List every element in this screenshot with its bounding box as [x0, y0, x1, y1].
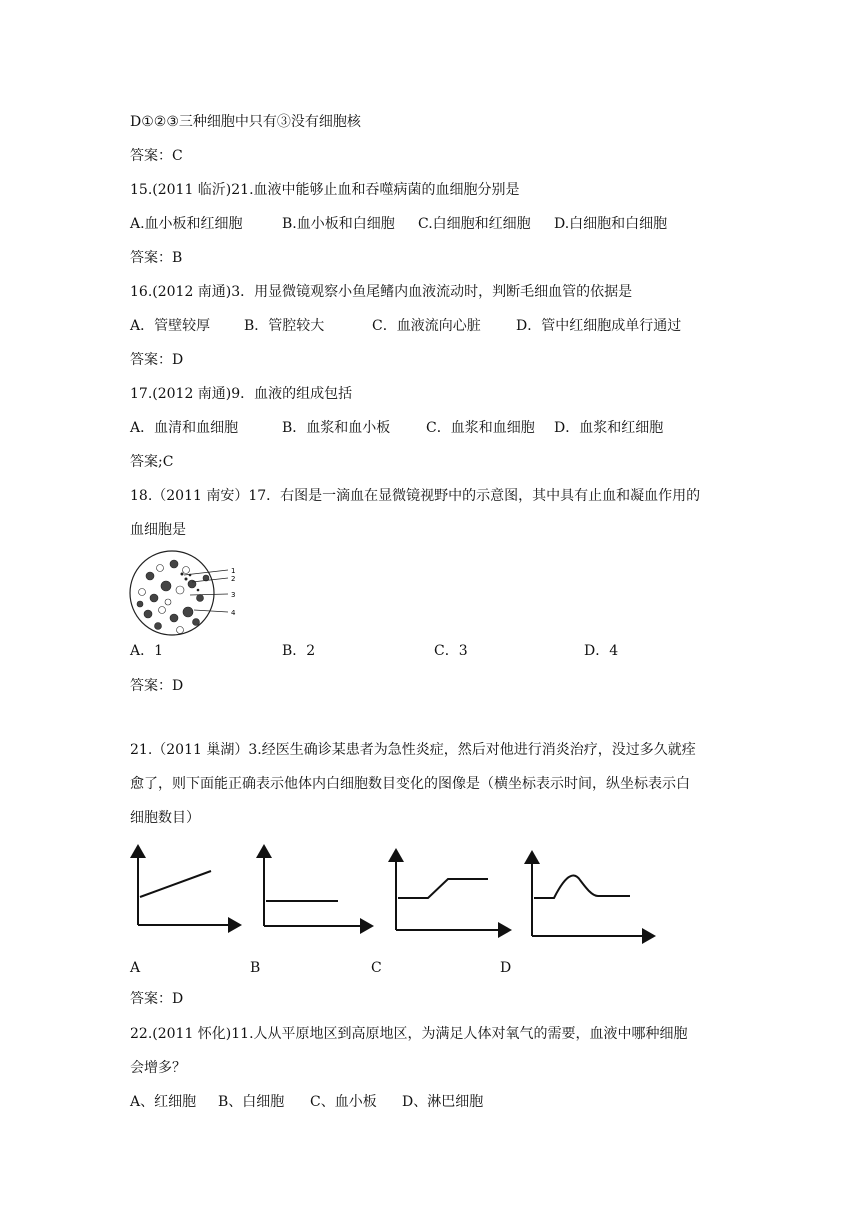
q22-option-c: C、血小板	[310, 1094, 377, 1110]
q17-option-d: D．血浆和红细胞	[554, 420, 664, 436]
figure-label-1: 1	[231, 567, 236, 575]
graph-b	[264, 846, 372, 926]
q22-option-d: D、淋巴细胞	[402, 1094, 484, 1110]
blood-smear-figure	[128, 548, 238, 646]
q22-stem-line2: 会增多？	[130, 1060, 186, 1076]
q17-answer: 答案;C	[130, 454, 174, 470]
q22-option-a: A、红细胞	[130, 1094, 197, 1110]
q17-option-b: B．血浆和血小板	[282, 420, 391, 436]
graph-a	[138, 846, 240, 925]
figure-label-4: 4	[231, 609, 236, 617]
q16-option-a: A．管壁较厚	[130, 318, 211, 334]
q18-option-a: A．1	[130, 643, 164, 659]
q15-option-a: A.血小板和红细胞	[130, 216, 243, 232]
graph-label-c: C	[371, 960, 382, 976]
q18-option-d: D．4	[584, 643, 619, 659]
q17-stem: 17.(2012 南通)9．血液的组成包括	[130, 386, 353, 402]
q15-stem: 15.(2011 临沂)21.血液中能够止血和吞噬病菌的血细胞分别是	[130, 182, 520, 198]
graphs-row	[0, 840, 860, 950]
q15-answer: 答案：B	[130, 250, 183, 266]
figure-label-3: 3	[231, 591, 236, 599]
q15-option-d: D.白细胞和白细胞	[554, 216, 668, 232]
q18-stem-line2: 血细胞是	[130, 522, 186, 538]
q16-stem: 16.(2012 南通)3．用显微镜观察小鱼尾鳍内血液流动时，判断毛细血管的依据是	[130, 284, 633, 300]
q17-option-c: C．血浆和血细胞	[426, 420, 535, 436]
q14-answer: 答案：C	[130, 148, 183, 164]
q18-answer: 答案：D	[130, 678, 184, 694]
q16-option-d: D．管中红细胞成单行通过	[516, 318, 682, 334]
q18-stem-line1: 18.（2011 南安）17．右图是一滴血在显微镜视野中的示意图，其中具有止血和凝血作用的	[130, 488, 701, 504]
q15-option-b: B.血小板和白细胞	[282, 216, 395, 232]
graph-c	[396, 850, 510, 930]
q16-answer: 答案：D	[130, 352, 184, 368]
q16-option-c: C．血液流向心脏	[372, 318, 481, 334]
q18-option-c: C．3	[434, 643, 468, 659]
q16-option-b: B．管腔较大	[244, 318, 325, 334]
q21-stem-line1: 21.（2011 巢湖）3.经医生确诊某患者为急性炎症，然后对他进行消炎治疗，没过多久就痊	[130, 742, 696, 758]
q21-answer: 答案：D	[130, 991, 184, 1007]
graph-d	[532, 852, 654, 936]
graph-label-d: D	[500, 960, 512, 976]
q17-option-a: A．血清和血细胞	[130, 420, 239, 436]
q22-option-b: B、白细胞	[218, 1094, 285, 1110]
q18-option-b: B．2	[282, 643, 316, 659]
q14-option-d: D①②③三种细胞中只有③没有细胞核	[130, 114, 361, 130]
q22-stem-line1: 22.(2011 怀化)11.人从平原地区到高原地区，为满足人体对氧气的需要，血液中哪种细胞	[130, 1026, 688, 1042]
q15-option-c: C.白细胞和红细胞	[418, 216, 531, 232]
q21-stem-line3: 细胞数目）	[130, 810, 200, 826]
figure-label-2: 2	[231, 575, 236, 583]
q21-stem-line2: 愈了，则下面能正确表示他体内白细胞数目变化的图像是（横坐标表示时间，纵坐标表示白	[130, 776, 690, 792]
graph-label-b: B	[250, 960, 261, 976]
graph-label-a: A	[130, 960, 141, 976]
